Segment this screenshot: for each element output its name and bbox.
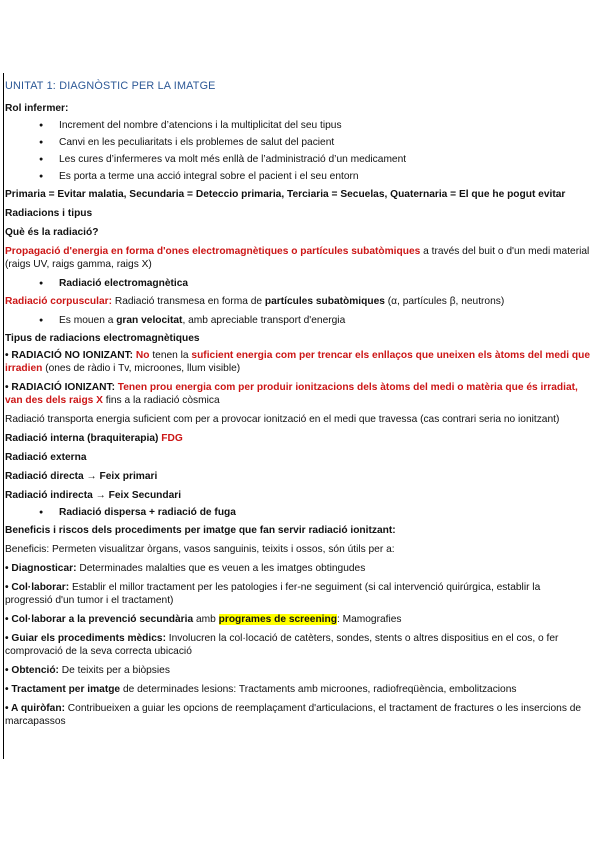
benefit-obtencio: • Obtenció: De teixits per a biòpsies <box>5 665 170 676</box>
document-body <box>5 80 590 734</box>
radiacio-externa: Radiació externa <box>5 452 87 463</box>
dispersa-list <box>5 506 590 519</box>
margin-rule <box>3 73 4 759</box>
corpuscular-list <box>5 314 590 327</box>
benefit-collaborar: • Col·laborar: Establir el millor tractament per les patologies i fer-ne seguiment (si cal intervenció quirúrgica, establir la progressió d'un tumor i el tractament) <box>5 582 541 606</box>
list-item: ● Les cures d’infermeres va molt més enllà de l’administració d’un medicament <box>5 153 590 166</box>
benefit-prevencio: • Col·laborar a la prevenció secundària amb programes de screening: Mamografies <box>5 614 402 625</box>
benefit-diagnosticar: • Diagnosticar: Determinades malalties que es veuen a les imatges obtingudes <box>5 563 366 574</box>
beneficis-intro: Beneficis: Permeten visualitzar òrgans, vasos sanguinis, teixits i ossos, són útils per a: <box>5 544 395 555</box>
list-item: ● Increment del nombre d’atencions i la multiplicitat del seu tipus <box>5 119 590 132</box>
prevention-levels: Primaria = Evitar malatia, Secundaria = Deteccio primaria, Terciaria = Secuelas, Quaternaria = El que he pogut evitar <box>5 189 566 200</box>
radiacions-heading: Radiacions i tipus <box>5 208 93 219</box>
corpuscular-paragraph: Radiació corpuscular: Radiació transmesa en forma de partícules subatòmiques (α, partícules β, neutrons) <box>5 296 505 307</box>
rol-list <box>5 119 590 183</box>
no-ionitzant: • RADIACIÓ NO IONIZANT: No tenen la suficient energia com per trencar els enllaços que uneixen els àtoms del medi que irradien (ones de ràdio i Tv, microones, llum visible) <box>5 350 591 374</box>
unit-title: UNITAT 1: DIAGNÒSTIC PER LA IMATGE <box>5 80 216 92</box>
ionitzant: • RADIACIÓ IONIZANT: Tenen prou energia com per produir ionitzacions dels àtoms del medi o matèria que és irradiat, van des dels raigs X fins a la radiació còsmica <box>5 382 578 406</box>
radiation-definition: Propagació d'energia en forma d'ones electromagnètiques o partícules subatòmiques a través del buit o d'un medi material (raigs UV, raigs gamma, raigs X) <box>5 246 590 270</box>
que-es-heading: Què és la radiació? <box>5 227 99 238</box>
transport-paragraph: Radiació transporta energia suficient com per a provocar ionització en el medi que travessa (cas contrari seria no ionitzant) <box>5 414 560 425</box>
rol-heading: Rol infermer: <box>5 103 69 114</box>
em-list <box>5 277 590 290</box>
radiacio-indirecta: Radiació indirecta → Feix Secundari <box>5 490 182 501</box>
list-item: ● Canvi en les peculiaritats i els problemes de salut del pacient <box>5 136 590 149</box>
beneficis-heading: Beneficis i riscos dels procediments per imatge que fan servir radiació ionitzant: <box>5 525 396 536</box>
benefit-tractament: • Tractament per imatge de determinades lesions: Tractaments amb microones, radiofreqüència, embolitzacions <box>5 684 517 695</box>
list-item: ● Radiació electromagnètica <box>5 277 590 290</box>
radiacio-interna: Radiació interna (braquiterapia) FDG <box>5 433 183 444</box>
list-item: ● Es mouen a gran velocitat, amb apreciable transport d'energia <box>5 314 590 327</box>
radiacio-directa: Radiació directa → Feix primari <box>5 471 158 482</box>
tipus-heading: Tipus de radiacions electromagnètiques <box>5 333 200 344</box>
list-item: ● Es porta a terme una acció integral sobre el pacient i el seu entorn <box>5 170 590 183</box>
benefit-guiar: • Guiar els procediments mèdics: Involucren la col·locació de catèters, sondes, stents o altres dispositius en el cos, o fer comprovació de la seva correcta ubicació <box>5 633 559 657</box>
benefit-quirofan: • A quiròfan: Contribueixen a guiar les opcions de reemplaçament d'articulacions, el tractament de fractures o les insercions de marcapassos <box>5 703 582 727</box>
list-item: ● Radiació dispersa + radiació de fuga <box>5 506 590 519</box>
